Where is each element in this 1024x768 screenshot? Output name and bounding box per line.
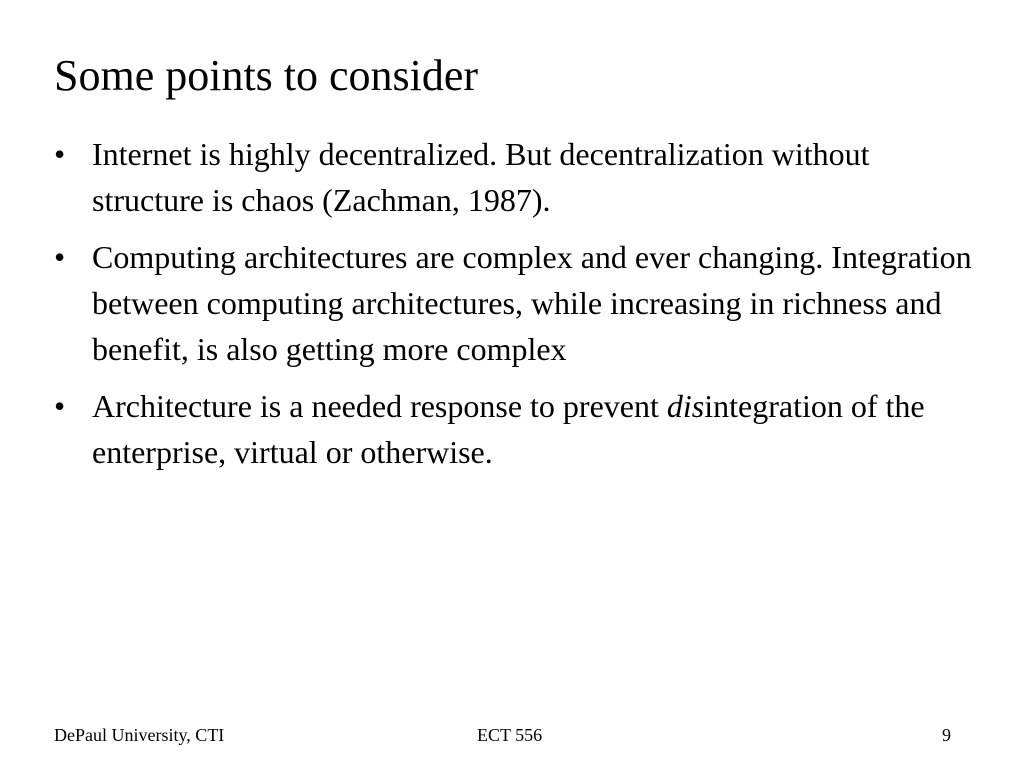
bullet-icon: •: [54, 136, 66, 172]
bullet-text-emphasis: dis: [666, 388, 705, 424]
slide-title: Some points to consider: [54, 51, 479, 100]
bullet-text-before: Architecture is a needed response to prevent: [92, 388, 667, 424]
bullet-icon: •: [54, 388, 66, 424]
bullet-icon: •: [54, 239, 66, 275]
bullet-text-after: integration of the enterprise, virtual or otherwise.: [92, 388, 925, 470]
bullet-list: [54, 131, 974, 486]
bullet-item: [54, 383, 974, 475]
page-number: 9: [942, 725, 951, 745]
bullet-item: [54, 131, 974, 223]
footer-course: ECT 556: [477, 725, 543, 745]
bullet-text: Internet is highly decentralized. But decentralization without structure is chaos (Zachman, 1987).: [92, 136, 870, 218]
bullet-text: Computing architectures are complex and ever changing. Integration between computing architectures, while increasing in richness and benefit, is also getting more complex: [92, 239, 972, 367]
bullet-item: [54, 234, 974, 372]
footer-organization: DePaul University, CTI: [54, 725, 225, 745]
